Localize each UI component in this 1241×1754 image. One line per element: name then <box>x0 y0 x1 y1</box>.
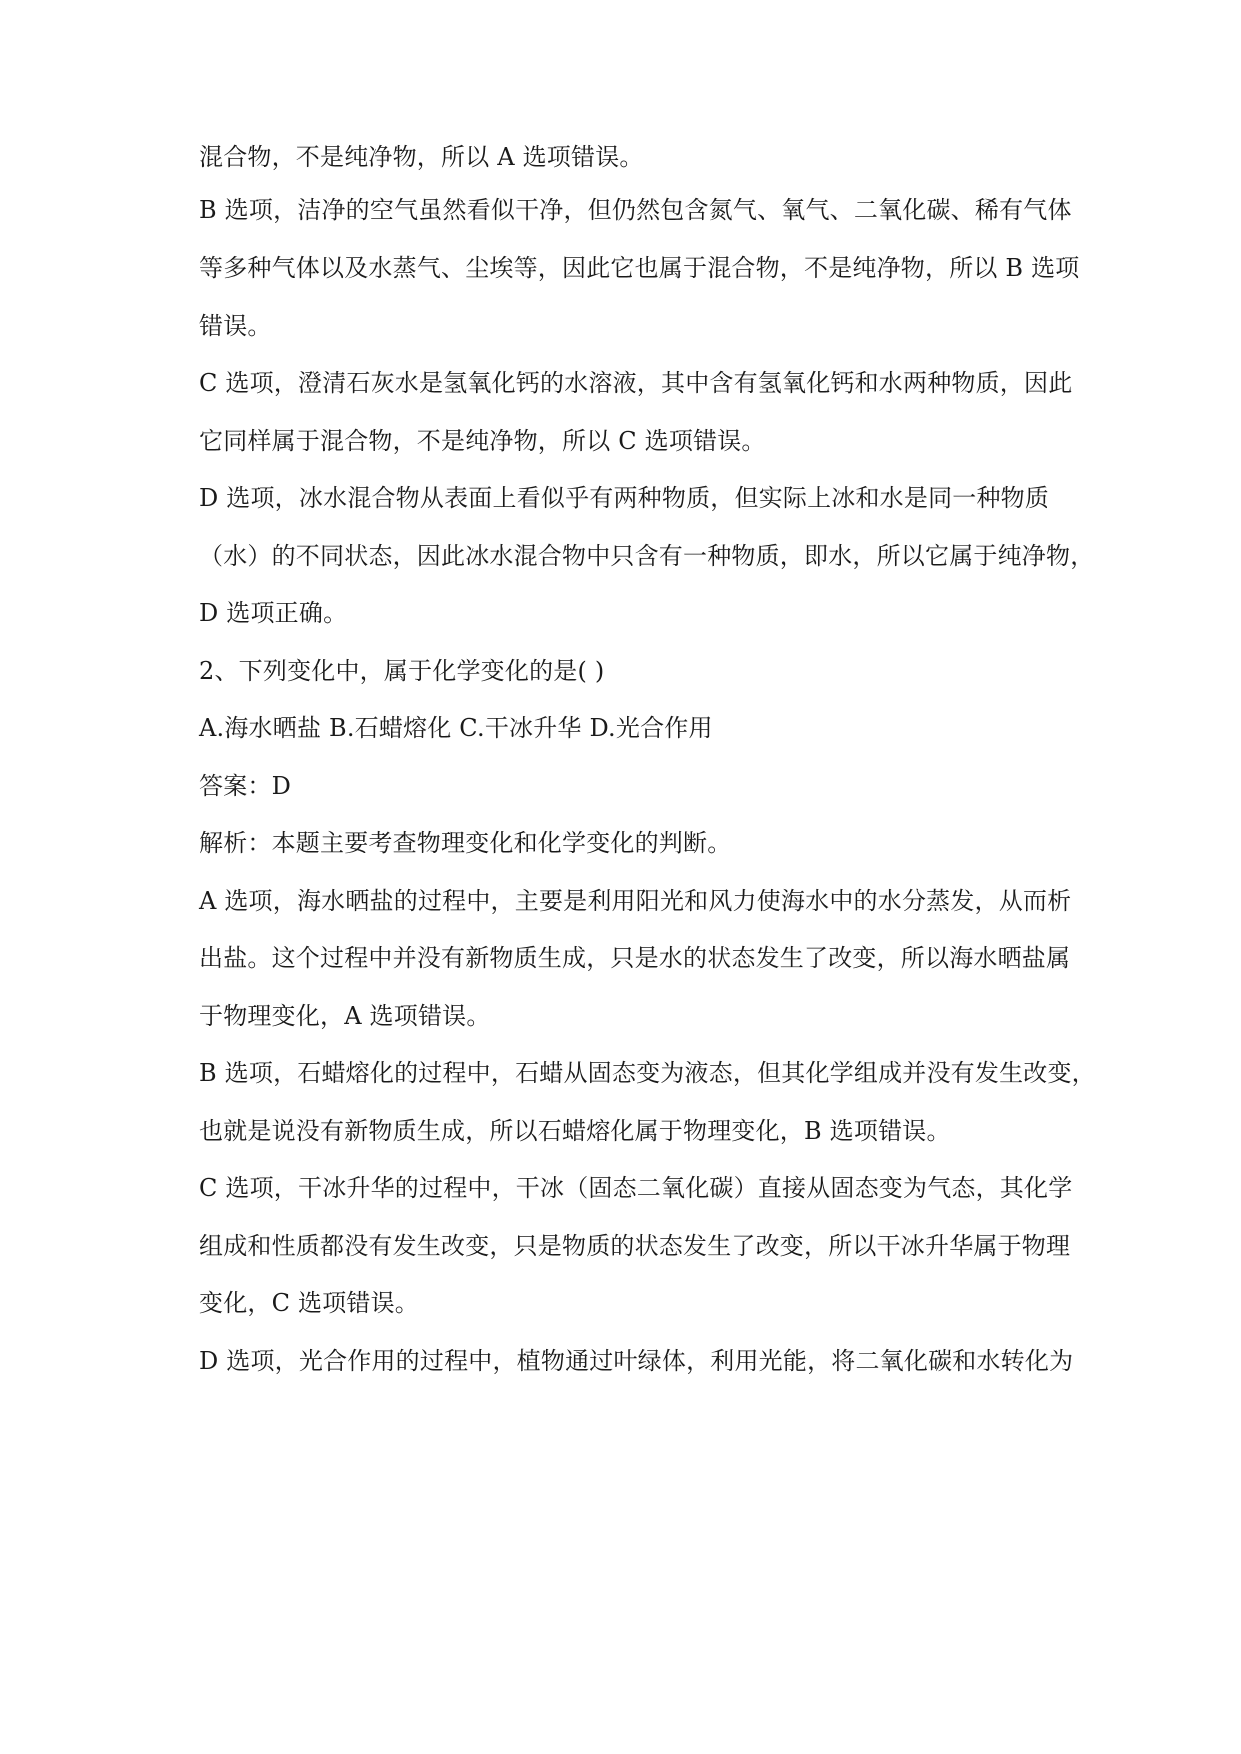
text-line: 它同样属于混合物，不是纯净物，所以 C 选项错误。 <box>199 427 766 455</box>
text-line: 出盐。这个过程中并没有新物质生成，只是水的状态发生了改变，所以海水晒盐属 <box>199 944 1071 972</box>
text-line: 变化，C 选项错误。 <box>199 1289 419 1317</box>
text-line: 错误。 <box>199 312 272 340</box>
text-line: C 选项，澄清石灰水是氢氧化钙的水溶液，其中含有氢氧化钙和水两种物质，因此 <box>199 369 1073 397</box>
answer-line: 答案：D <box>199 772 292 800</box>
text-line: 也就是说没有新物质生成，所以石蜡熔化属于物理变化，B 选项错误。 <box>199 1117 951 1145</box>
text-line: D 选项，光合作用的过程中，植物通过叶绿体，利用光能，将二氧化碳和水转化为 <box>199 1347 1074 1375</box>
answer-options: A.海水晒盐 B.石蜡熔化 C.干冰升华 D.光合作用 <box>199 714 713 742</box>
text-line: 组成和性质都没有发生改变，只是物质的状态发生了改变，所以干冰升华属于物理 <box>199 1232 1071 1260</box>
text-line: 混合物，不是纯净物，所以 A 选项错误。 <box>199 143 644 171</box>
text-line: （水）的不同状态，因此冰水混合物中只含有一种物质，即水，所以它属于纯净物， <box>199 542 1095 570</box>
text-line: B 选项，洁净的空气虽然看似干净，但仍然包含氮气、氧气、二氧化碳、稀有气体 <box>199 196 1072 224</box>
text-line: 于物理变化，A 选项错误。 <box>199 1002 491 1030</box>
text-line: C 选项，干冰升华的过程中，干冰（固态二氧化碳）直接从固态变为气态，其化学 <box>199 1174 1073 1202</box>
text-line: D 选项正确。 <box>199 599 348 627</box>
analysis-intro: 解析：本题主要考查物理变化和化学变化的判断。 <box>199 829 732 857</box>
text-line: B 选项，石蜡熔化的过程中，石蜡从固态变为液态，但其化学组成并没有发生改变， <box>199 1059 1096 1087</box>
text-line: 等多种气体以及水蒸气、尘埃等，因此它也属于混合物，不是纯净物，所以 B 选项 <box>199 254 1080 282</box>
question-heading: 2、下列变化中，属于化学变化的是( ) <box>199 657 605 685</box>
text-line: D 选项，冰水混合物从表面上看似乎有两种物质，但实际上冰和水是同一种物质 <box>199 484 1050 512</box>
text-line: A 选项，海水晒盐的过程中，主要是利用阳光和风力使海水中的水分蒸发，从而析 <box>199 887 1072 915</box>
